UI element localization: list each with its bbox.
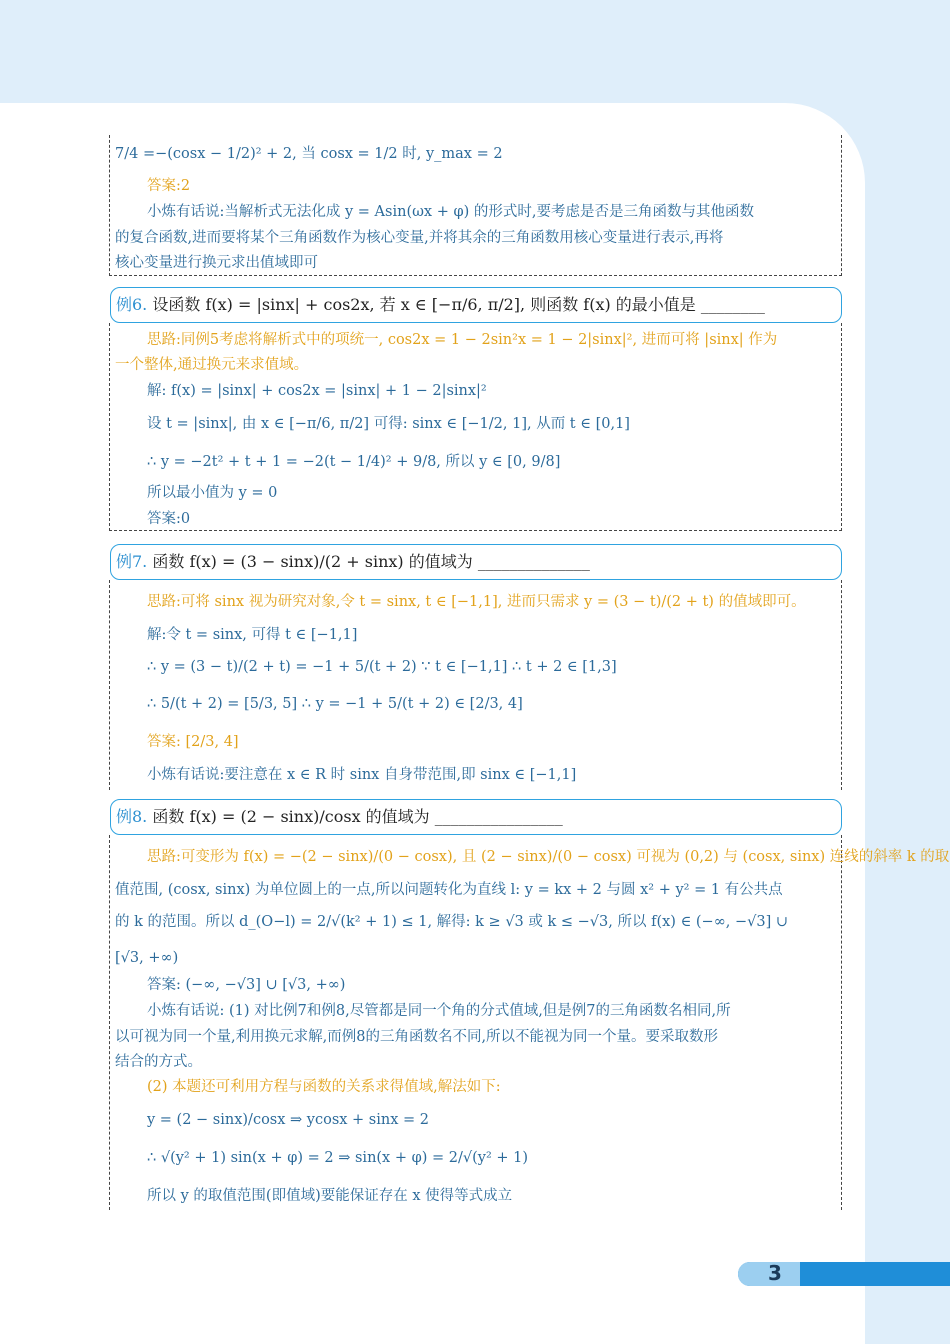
- example7-question-box: [110, 544, 842, 580]
- example6-question: 设函数 f(x) = |sinx| + cos2x, 若 x ∈ [−π/6, π/2], 则函数 f(x) 的最小值是 ________: [152, 295, 765, 314]
- example8-answer: 答案: (−∞, −√3] ∪ [√3, +∞): [147, 977, 346, 993]
- example6-idea1: 思路:同例5考虑将解析式中的项统一, cos2x = 1 − 2sin²x = 1 − 2|sinx|², 进而可将 |sinx| 作为: [147, 332, 778, 348]
- example7-step3: ∴ 5/(t + 2) = [5/3, 5] ∴ y = −1 + 5/(t + 2) ∈ [2/3, 4]: [147, 696, 523, 712]
- example8-idea4: [√3, +∞): [115, 950, 179, 966]
- example7-idea: 思路:可将 sinx 视为研究对象,令 t = sinx, t ∈ [−1,1], 进而只需求 y = (3 − t)/(2 + t) 的值域即可。: [147, 594, 806, 610]
- example8-tag: 例8.: [116, 807, 148, 826]
- example6-idea2: 一个整体,通过换元来求值域。: [115, 357, 309, 373]
- example6-question-box: [110, 287, 842, 323]
- example7-question: 函数 f(x) = (3 − sinx)/(2 + sinx) 的值域为 ______________: [152, 552, 590, 571]
- example6-step4: 所以最小值为 y = 0: [147, 485, 278, 501]
- example8-idea1: 思路:可变形为 f(x) = −(2 − sinx)/(0 − cosx), 且 (2 − sinx)/(0 − cosx) 可视为 (0,2) 与 (cosx, sinx) 连线的斜率 k 的取: [147, 849, 950, 865]
- example8-step2: ∴ √(y² + 1) sin(x + φ) = 2 ⇒ sin(x + φ) = 2/√(y² + 1): [147, 1150, 529, 1166]
- example8-idea2: 值范围, (cosx, sinx) 为单位圆上的一点,所以问题转化为直线 l: y = kx + 2 与圆 x² + y² = 1 有公共点: [115, 882, 783, 898]
- example8-note3: 结合的方式。: [115, 1054, 202, 1070]
- example6-answer: 答案:0: [147, 511, 191, 527]
- example8-note4: (2) 本题还可利用方程与函数的关系求得值域,解法如下:: [147, 1079, 501, 1095]
- example8-note2: 以可视为同一个量,利用换元求解,而例8的三角函数名不同,所以不能视为同一个量。要采取数形: [115, 1029, 719, 1045]
- example8-question: 函数 f(x) = (2 − sinx)/cosx 的值域为 ________________: [152, 807, 563, 826]
- example7-answer: 答案: [2/3, 4]: [147, 734, 239, 750]
- example7-step2: ∴ y = (3 − t)/(2 + t) = −1 + 5/(t + 2) ∵ t ∈ [−1,1] ∴ t + 2 ∈ [1,3]: [147, 659, 617, 675]
- top-note3: 核心变量进行换元求出值域即可: [115, 255, 318, 271]
- example8-idea3: 的 k 的范围。所以 d_(O−l) = 2/√(k² + 1) ≤ 1, 解得: k ≥ √3 或 k ≤ −√3, 所以 f(x) ∈ (−∞, −√3] ∪: [115, 914, 789, 930]
- example7-tag: 例7.: [116, 552, 148, 571]
- page-number: 3: [768, 1261, 782, 1285]
- example8-step3: 所以 y 的取值范围(即值域)要能保证存在 x 使得等式成立: [147, 1188, 513, 1204]
- example7-note: 小炼有话说:要注意在 x ∈ R 时 sinx 自身带范围,即 sinx ∈ [−1,1]: [147, 767, 577, 783]
- top-line1: 7/4 =−(cosx − 1/2)² + 2, 当 cosx = 1/2 时, y_max = 2: [115, 146, 503, 162]
- example8-note1: 小炼有话说: (1) 对比例7和例8,尽管都是同一个角的分式值域,但是例7的三角函数名相同,所: [147, 1003, 731, 1019]
- example6-tag: 例6.: [116, 295, 148, 314]
- example8-question-box: [110, 799, 842, 835]
- example8-step1: y = (2 − sinx)/cosx ⇒ ycosx + sinx = 2: [147, 1112, 429, 1128]
- top-answer: 答案:2: [147, 178, 191, 194]
- example7-step1: 解:令 t = sinx, 可得 t ∈ [−1,1]: [147, 627, 358, 643]
- example6-step3: ∴ y = −2t² + t + 1 = −2(t − 1/4)² + 9/8, 所以 y ∈ [0, 9/8]: [147, 454, 561, 470]
- top-note1: 小炼有话说:当解析式无法化成 y = Asin(ωx + φ) 的形式时,要考虑是否是三角函数与其他函数: [147, 204, 754, 220]
- example6-step1: 解: f(x) = |sinx| + cos2x = |sinx| + 1 − 2|sinx|²: [147, 383, 487, 399]
- example6-step2: 设 t = |sinx|, 由 x ∈ [−π/6, π/2] 可得: sinx ∈ [−1/2, 1], 从而 t ∈ [0,1]: [147, 416, 630, 432]
- top-note2: 的复合函数,进而要将某个三角函数作为核心变量,并将其余的三角函数用核心变量进行表示,再将: [115, 230, 724, 246]
